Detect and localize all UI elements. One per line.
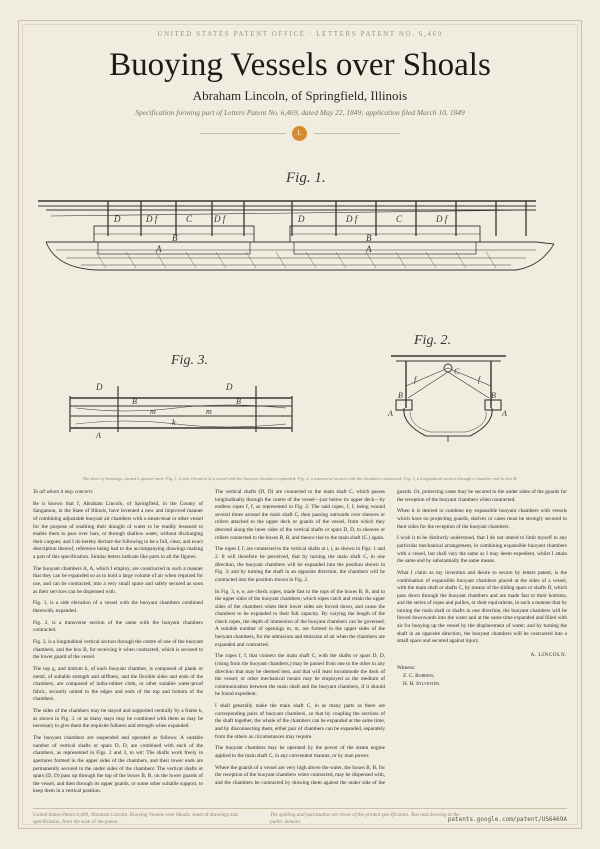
divider-left (200, 133, 286, 134)
svg-text:C: C (454, 367, 460, 376)
paragraph: Fig. 1, is a side elevation of a vessel with the buoyant chambers combined therewith, expanded. (33, 600, 203, 614)
svg-text:B: B (236, 397, 241, 406)
svg-text:D: D (298, 214, 305, 224)
specification-line: Specification forming part of Letters Patent No. 6,469, dated May 22, 1849; application filed March 10, 1849 (135, 108, 465, 117)
svg-text:D f: D f (436, 214, 448, 224)
footer-note: The spelling and punctuation are those of the printed specification. Text and drawing in the public domain. (270, 812, 460, 825)
figure-1-label: Fig. 1. (286, 170, 326, 186)
svg-text:A: A (388, 409, 393, 418)
divider-right (314, 133, 400, 134)
svg-text:f: f (478, 375, 481, 384)
figure-caption: The sheet of drawings, turned a quarter-turn: Fig. 1, a side elevation of a vessel with the buoyant chambers expanded; Fig. 2, a transverse section with the chambers contracted; Fig. 3, a longitudinal section through a chamber and its box B. (82, 476, 518, 481)
svg-text:D f: D f (346, 214, 358, 224)
svg-text:D f: D f (214, 214, 226, 224)
figure-2-label: Fig. 2. (414, 333, 451, 348)
witness-name: Z. C. Robbins, (403, 673, 435, 680)
svg-text:B: B (132, 397, 137, 406)
svg-text:D f: D f (146, 214, 158, 224)
paragraph: In Fig. 3, e, e, are check ropes, made fast to the tops of the boxes B, B, and to the upper sides of the buoyant chambers; which ropes catch and retain the upper sides of the chambers when their lower sides are forced down, and cause the chambers to be expanded to their full capacity. By varying the length of the check ropes, the depth of immersion of the buoyant chambers can be governed. A suitable number of openings m, m, are formed in the upper sides of the buoyant chambers, for the admission and emission of air when the chambers are expanded and contracted. (215, 588, 385, 648)
witnesses-heading: Witness: (397, 665, 416, 672)
specification-text (33, 489, 567, 797)
svg-text:B: B (491, 391, 496, 400)
figure-1-vessel (38, 170, 554, 270)
paragraph: The buoyant chambers may be operated by the power of the steam engine applied to the main shaft C, in any convenient manner, or by man power. (215, 745, 385, 759)
paragraph: What I claim as my invention and desire to secure by letters patent, is the combination of expansible buoyant chambers placed at the sides of a vessel, with the main shaft or shafts C, by means of the sliding spars or shafts D, which pass down through the buoyant chambers and are made fast to their bottoms, and the series of ropes and pullies, or their equivalents, in such a manner that by turning the main shaft or shafts in one direction, the buoyant chambers will be forced downwards into the water and at the same time expanded and filled with air for buoying up the vessel by the displacement of water; and by turning the shaft in an opposite direction, the buoyant chambers will be contracted into a small space and secured against injury. (397, 569, 567, 645)
figure-3-label: Fig. 3. (171, 353, 208, 368)
svg-text:f: f (414, 375, 417, 384)
page-title: Buoying Vessels over Shoals (109, 47, 491, 83)
svg-text:B: B (398, 391, 403, 400)
figure-2-section (387, 333, 507, 442)
paragraph: The ropes f, f, that connect the main shaft C, with the shafts or spars D, D, (rising from the buoyant chambers,) may be passed from one to the other in any direction that may be deemed best, and that will least incommode the deck of the vessel; or other mechanical means may be employed as the medium of communication between the main shaft and the buoyant chambers, if it should be found expedient. (215, 653, 385, 698)
paragraph: Where the guards of a vessel are very high above the water, the boxes B, B, for the reception of the buoyant chambers when contracted, may be dispensed with, and the chambers be contracted by drawing them against the under side of the guards. Or, protecting cases may be secured to the under sides of the guards for the reception of the buoyant chambers when contracted. (215, 489, 567, 786)
seal-badge: L (292, 126, 307, 141)
source-link[interactable]: patents.google.com/patent/US6469A (447, 816, 567, 823)
footer-citation: United States Patent 6,469, Abraham Lincoln, Buoying Vessels over Shoals. sheet of drawings and specification, from the scan of the patent. (33, 812, 238, 825)
svg-text:D: D (96, 382, 103, 392)
svg-text:m: m (206, 407, 212, 416)
patent-drawing (36, 146, 564, 446)
paragraph: Fig. 3, is a longitudinal vertical section through the centre of one of the buoyant chambers, and the box B, for receiving it when contracted, which is secured to the lower guard of the vessel. (33, 639, 203, 661)
paragraph: The top g, and bottom h, of each buoyant chamber, is composed of plank or metal, of suitable strength and stiffness, and the flexible sides and ends of the chambers, are composed of india-rubber cloth, or other suitable water-proof fabric, securely united to the edges and ends of the top and bottom of the chambers. (33, 666, 203, 703)
paragraph: The sides of the chambers may be stayed and supported centrally by a frame k, as shown in Fig. 3. or as many stays may be combined with them as may be necessary to give them the requisite fullness and strength when expanded. (33, 708, 203, 730)
paragraph: I shall generally make the main shaft C, in as many parts as there are corresponding pairs of buoyant chambers, so that by coupling the sections of the shaft together, the whole of the chambers can be expanded at the same time, and by disconnecting them, either pair of chambers can be expanded, separately from the others as circumstances may require. (215, 703, 385, 740)
svg-text:C: C (186, 214, 193, 224)
svg-text:B: B (366, 233, 372, 243)
paragraph: The vertical shafts (D, D) are connected to the main shaft C, which passes longitudinally through the centre of the vessel—just below its upper deck—by endless ropes f, f, as represented in Fig. 2: The said ropes, f, f, being wound several times around the main shaft C, then passing outwards over sheaves or rollers attached to the upper deck or guards of the vessel, from which they descend along the inner sides of the vertical shafts or spars D, D, to sheaves or rollers connected to the boxes B, B, and thence rise to the main shaft (C.) again. (215, 489, 385, 541)
signature: A. LINCOLN. (530, 651, 567, 658)
paragraph: The buoyant chambers A, A, which I employ, are constructed in such a manner that they can be expanded so as to hold a large volume of air when required for use, and can be contracted, into a very small space and safely secured as soon as their services can be dispensed with. (33, 565, 203, 595)
svg-text:A: A (502, 409, 507, 418)
inventor-line: Abraham Lincoln, of Springfield, Illinois (192, 88, 408, 103)
paragraph: Fig. 2, is a transverse section of the same with the buoyant chambers contracted. (33, 619, 203, 634)
salutation: To all whom it may concern: (33, 489, 94, 495)
svg-text:A: A (156, 244, 162, 254)
svg-text:A: A (96, 431, 101, 440)
eyebrow: UNITED STATES PATENT OFFICE · LETTERS PATENT NO. 6,469 (157, 30, 443, 38)
svg-text:C: C (396, 214, 403, 224)
paragraph: The ropes f, f, are connected to the vertical shafts at i, i, as shown in Figs. 1 and 2. It will therefore be perceived, that by turning the main shaft C, in one direction, the buoyant chambers will be expanded into the position shown in Fig. 3; and by turning the shaft in an opposite direction, the chambers will be contracted into the position shown in Fig. 2. (215, 546, 385, 583)
svg-text:D: D (114, 214, 121, 224)
svg-text:k: k (172, 418, 176, 427)
svg-text:A: A (366, 244, 372, 254)
footer-divider (33, 808, 567, 809)
svg-text:m: m (150, 407, 156, 416)
paragraph: The buoyant chambers are suspended and operated as follows: A suitable number of vertical shafts or spars D, D, are combined with each of the chambers, as represented in Figs. 2 and 3, to wit: The shafts work freely in apertures formed in the upper sides of the chambers, and their lower ends are permanently secured to the under sides of the chambers: The vertical shafts or spars (D, D) pass up through the top of the boxes B, B, on the lower guards of the vessel, and then through its upper guards, or some other suitable support, to keep them in a vertical position. (33, 735, 203, 795)
svg-text:B: B (172, 233, 178, 243)
witness-name: H. H. Sylvester. (403, 680, 441, 687)
paragraph: I wish it to be distinctly understood, that I do not intend to limit myself to any particular mechanical arrangement, in combining expansible buoyant chambers with a vessel, but shall vary the same as I may deem expedient, whilst I attain the same end by substantially the same means. (397, 535, 567, 565)
paragraph: When it is desired to combine my expansible buoyant chambers with vessels which have no projecting guards, shelves or cases must be strongly secured to their sides for the reception of the buoyant chambers. (397, 508, 567, 530)
paragraph: Be it known that I, Abraham Lincoln, of Springfield, in the County of Sangamon, in the State of Illinois, have invented a new and improved manner of combining adjustable buoyant air chambers with a steam-boat or other vessel for the purpose of enabling their draught of water to be readily lessened to enable them to pass over bars, or through shallow water, without discharging their cargoes; and I do hereby declare the following to be a full, clear, and exact description thereof, reference being had to the accompanying drawings making a part of this specification. Similar letters indicate like parts in all the figures. (33, 500, 203, 560)
figure-3-section (70, 353, 292, 440)
svg-text:D: D (226, 382, 233, 392)
